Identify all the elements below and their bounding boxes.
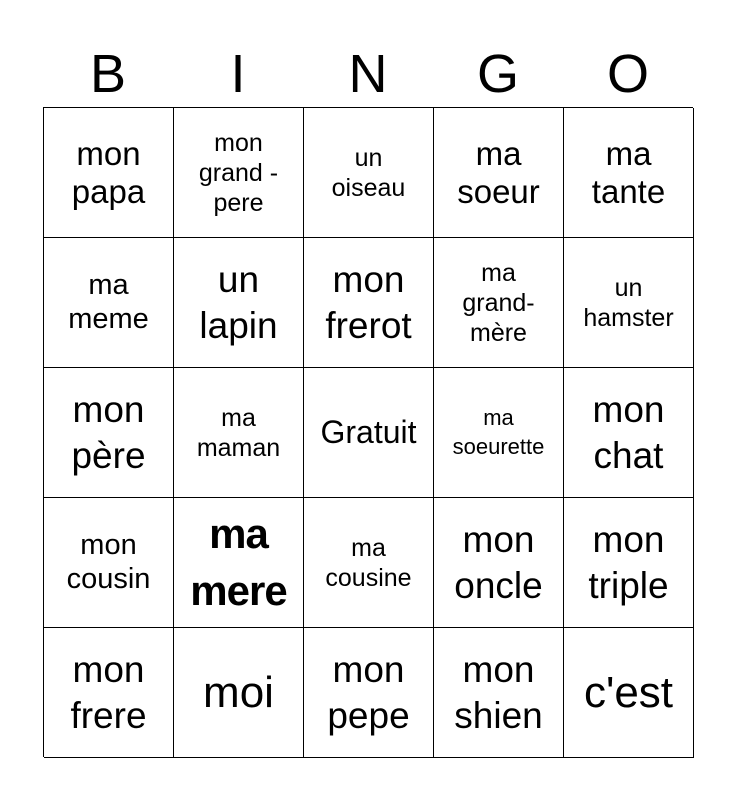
cell-text: mon grand - pere xyxy=(198,128,279,217)
cell-text: ma soeur xyxy=(457,134,540,210)
header-letter-o: O xyxy=(606,44,649,104)
cell-text: mon oncle xyxy=(454,519,543,606)
bingo-cell[interactable] xyxy=(434,628,564,758)
cell-text: ma meme xyxy=(68,269,149,335)
bingo-cell[interactable] xyxy=(304,628,434,758)
bingo-cell[interactable] xyxy=(564,108,694,238)
cell-text: un lapin xyxy=(199,259,278,346)
bingo-cell[interactable] xyxy=(174,498,304,628)
bingo-cell[interactable] xyxy=(434,498,564,628)
bingo-cell[interactable] xyxy=(434,238,564,368)
bingo-cell[interactable] xyxy=(304,108,434,238)
cell-text: mon triple xyxy=(588,519,669,606)
bingo-cell[interactable] xyxy=(304,238,434,368)
bingo-header xyxy=(43,40,693,108)
cell-text: mon frere xyxy=(70,649,147,736)
cell-text: ma cousine xyxy=(325,533,412,592)
header-letter-g: G xyxy=(476,44,519,104)
bingo-cell[interactable] xyxy=(434,368,564,498)
cell-text: moi xyxy=(203,667,274,717)
cell-text: mon papa xyxy=(71,134,146,210)
cell-text: mon chat xyxy=(592,389,665,476)
bingo-cell[interactable] xyxy=(174,108,304,238)
bingo-cell[interactable] xyxy=(434,108,564,238)
cell-text: ma grand- mère xyxy=(462,258,535,347)
bingo-cell[interactable] xyxy=(564,628,694,758)
bingo-cell[interactable] xyxy=(44,108,174,238)
bingo-cell[interactable] xyxy=(564,238,694,368)
bingo-cell[interactable] xyxy=(564,498,694,628)
cell-text: c'est xyxy=(583,667,674,717)
bingo-cell[interactable] xyxy=(174,238,304,368)
header-letter-i: I xyxy=(230,44,246,104)
cell-text: ma soeurette xyxy=(452,404,545,459)
free-space-label: Gratuit xyxy=(320,413,417,450)
cell-text: ma mere xyxy=(190,509,287,614)
bingo-cell[interactable] xyxy=(174,628,304,758)
bingo-cell[interactable] xyxy=(174,368,304,498)
bingo-cell[interactable] xyxy=(304,498,434,628)
cell-text: un oiseau xyxy=(331,143,406,202)
cell-text: mon pepe xyxy=(327,649,410,736)
bingo-cell[interactable] xyxy=(564,368,694,498)
cell-text: un hamster xyxy=(583,273,674,332)
bingo-cell[interactable] xyxy=(44,628,174,758)
cell-text: mon frerot xyxy=(325,259,412,346)
cell-text: ma tante xyxy=(591,134,666,210)
cell-text: mon père xyxy=(71,389,146,476)
header-letter-n: N xyxy=(348,44,388,104)
bingo-cell[interactable] xyxy=(44,238,174,368)
bingo-cell[interactable] xyxy=(44,368,174,498)
bingo-board xyxy=(43,107,693,757)
cell-text: ma maman xyxy=(196,403,281,462)
header-letter-b: B xyxy=(89,44,127,104)
free-space-cell[interactable] xyxy=(304,368,434,498)
bingo-cell[interactable] xyxy=(44,498,174,628)
cell-text: mon shien xyxy=(454,649,543,736)
cell-text: mon cousin xyxy=(66,529,151,595)
